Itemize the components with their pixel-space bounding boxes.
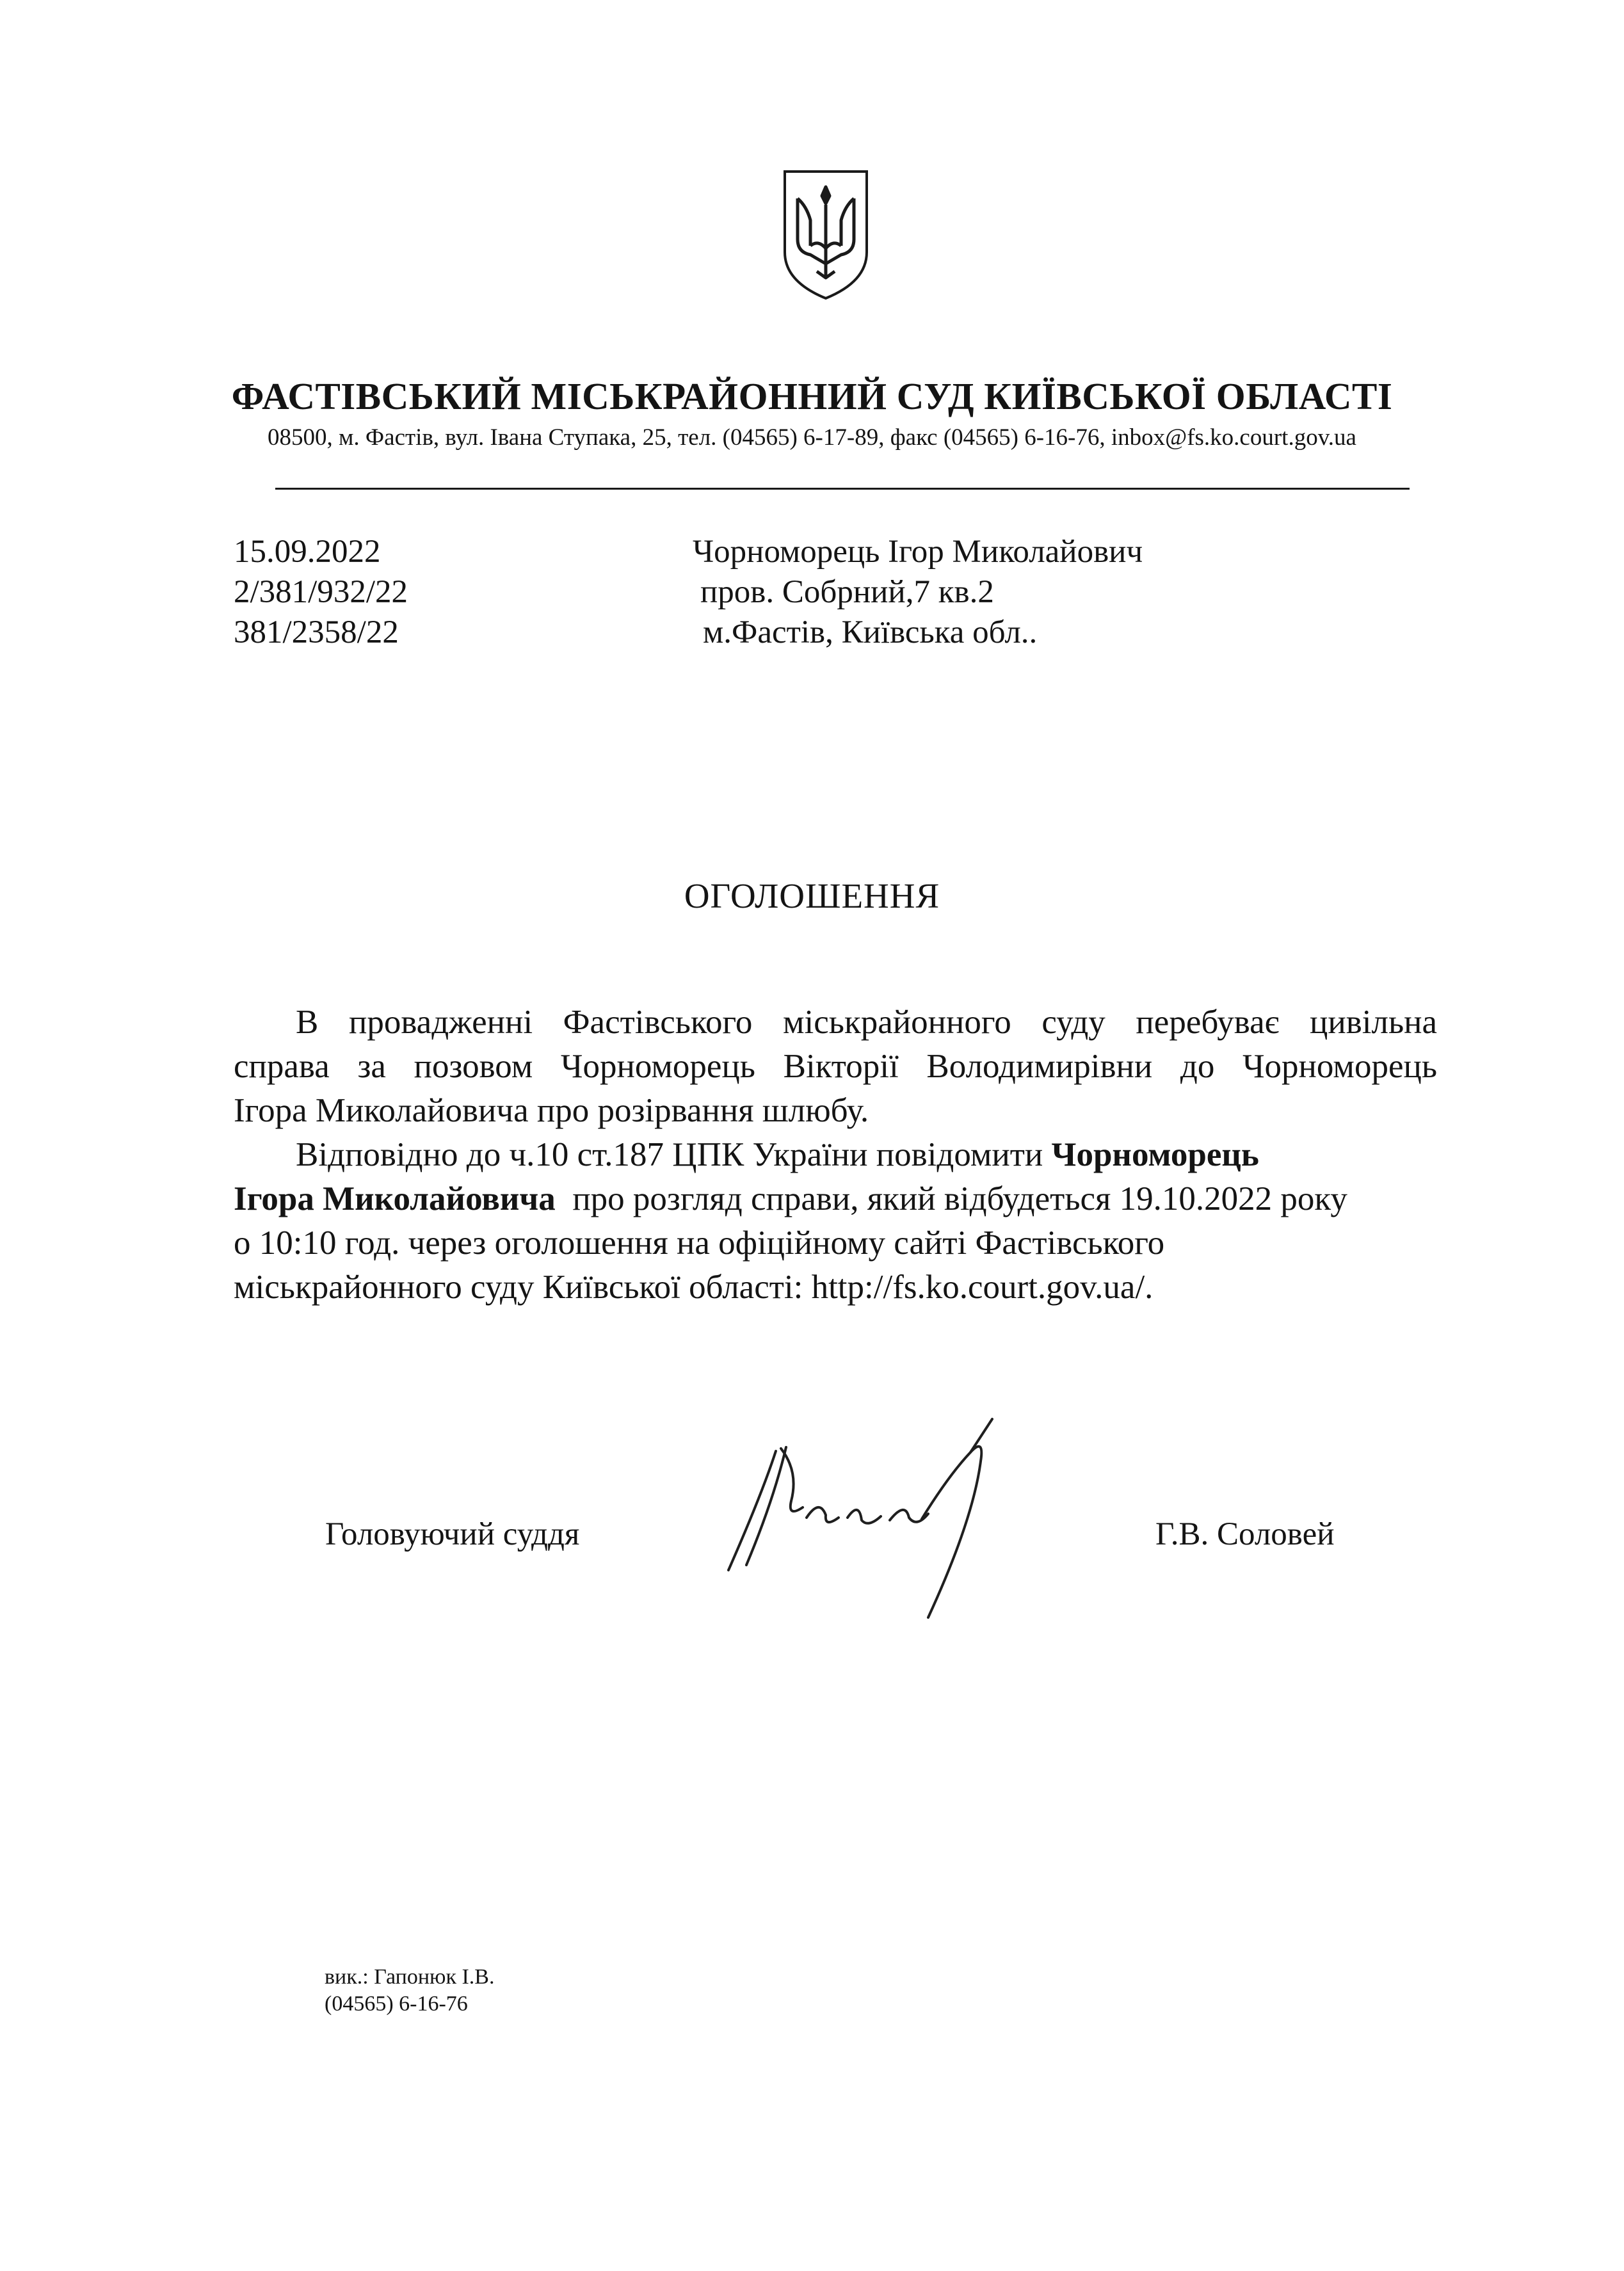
defendant-given-names: Ігора Миколайовича bbox=[234, 1180, 556, 1217]
addressee-street: пров. Собрний,7 кв.2 bbox=[700, 574, 994, 610]
judge-title: Головуючий суддя bbox=[325, 1516, 580, 1552]
court-name: ФАСТІВСЬКИЙ МІСЬКРАЙОННИЙ СУД КИЇВСЬКОЇ ОБЛАСТІ bbox=[231, 375, 1393, 417]
paragraph-text: про розгляд справи, який відбудеться 19.10.2022 року bbox=[555, 1180, 1347, 1217]
paragraph-line bbox=[234, 1177, 1437, 1221]
executor-name: вик.: Гапонюк І.В. bbox=[325, 1965, 495, 1989]
notice-paragraph-1 bbox=[234, 1000, 1437, 1133]
executor-phone: (04565) 6-16-76 bbox=[325, 1992, 468, 2016]
ukraine-trident-emblem-icon bbox=[781, 168, 871, 302]
proceeding-number: 381/2358/22 bbox=[234, 614, 399, 650]
handwritten-signature-icon bbox=[717, 1405, 1075, 1623]
header-divider bbox=[275, 488, 1410, 490]
addressee-name: Чорноморець Ігор Миколайович bbox=[693, 534, 1143, 570]
notice-title: ОГОЛОШЕННЯ bbox=[684, 876, 940, 915]
court-contacts: 08500, м. Фастів, вул. Івана Ступака, 25, тел. (04565) 6-17-89, факс (04565) 6-16-76, inbox@fs.ko.court.gov.ua bbox=[268, 424, 1356, 451]
paragraph-line: В провадженні Фастівського міськрайонного суду перебуває цивільна bbox=[296, 1004, 1437, 1041]
paragraph-line: справа за позовом Чорноморець Вікторії Володимирівни до Чорноморець bbox=[234, 1048, 1437, 1085]
paragraph-line: о 10:10 год. через оголошення на офіційному сайті Фастівського bbox=[234, 1224, 1165, 1262]
paragraph-line bbox=[234, 1133, 1437, 1177]
paragraph-line: міськрайонного суду Київської області: http://fs.ko.court.gov.ua/. bbox=[234, 1269, 1154, 1306]
document-date: 15.09.2022 bbox=[234, 534, 381, 570]
paragraph-line: Ігора Миколайовича про розірвання шлюбу. bbox=[234, 1092, 869, 1129]
judge-name: Г.В. Соловей bbox=[1155, 1516, 1335, 1552]
defendant-surname: Чорноморець bbox=[1051, 1136, 1259, 1173]
paragraph-text: Відповідно до ч.10 ст.187 ЦПК України повідомити bbox=[296, 1136, 1052, 1173]
case-number: 2/381/932/22 bbox=[234, 574, 408, 610]
addressee-city: м.Фастів, Київська обл.. bbox=[703, 614, 1038, 650]
notice-paragraph-2 bbox=[234, 1133, 1437, 1310]
